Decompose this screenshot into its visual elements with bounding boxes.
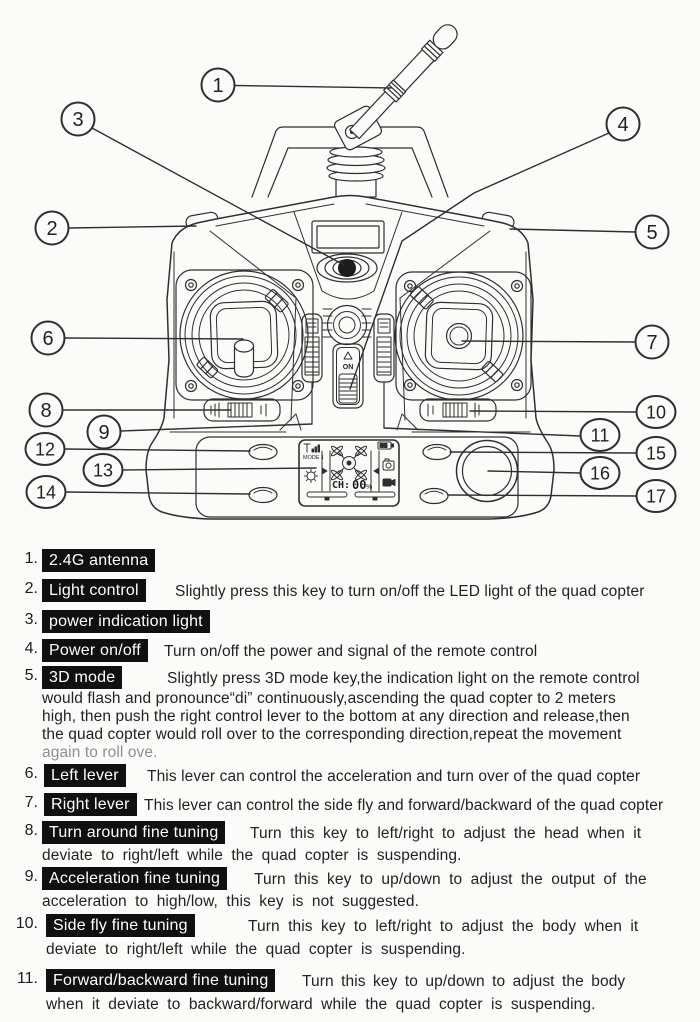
- callout-2: [36, 212, 69, 245]
- lcd-channel-label: CH:: [332, 480, 351, 491]
- svg-text:6: 6: [42, 328, 54, 350]
- callout-14: [27, 476, 66, 508]
- svg-text:9: 9: [98, 422, 110, 444]
- callout-11: [581, 419, 620, 451]
- item-description: Turn on/off the power and signal of the remote control: [164, 643, 538, 660]
- item-number: 5.: [24, 667, 38, 684]
- item-label: Turn around fine tuning: [42, 821, 225, 844]
- item-label: Acceleration fine tuning: [42, 867, 227, 890]
- svg-text:17: 17: [645, 486, 667, 507]
- item-description: Turn this key to up/down to adjust the body: [302, 973, 626, 990]
- antenna: [327, 21, 461, 197]
- item-label: Power on/off: [42, 639, 148, 662]
- item-number: 8.: [24, 822, 38, 839]
- video-icon: [383, 479, 395, 486]
- callout-4: [607, 108, 640, 141]
- callout-17: [637, 480, 676, 512]
- callout-7: [636, 326, 669, 359]
- item-description-line: deviate to right/left while the quad copter is suspending.: [46, 941, 466, 958]
- svg-text:5: 5: [646, 222, 658, 244]
- callout-13: [84, 454, 123, 486]
- callout-16: [581, 457, 620, 489]
- svg-text:15: 15: [645, 443, 667, 464]
- item-label: Left lever: [44, 764, 126, 787]
- item-description: Slightly press 3D mode key,the indication light on the remote control: [167, 670, 640, 687]
- lcd-value: 00: [352, 478, 367, 492]
- right-stick: [447, 324, 472, 349]
- callout-1: [202, 69, 235, 102]
- item-label: Light control: [42, 579, 146, 602]
- item-description-line: acceleration to high/low, this key is not suggested.: [42, 893, 419, 910]
- item-description-line: high, then push the right control lever to the bottom at any direction and release,then: [42, 708, 630, 725]
- svg-text:12: 12: [34, 439, 56, 460]
- left-stick: [235, 340, 254, 377]
- callout-9: [88, 416, 121, 449]
- item-number: 3.: [24, 611, 38, 628]
- callout-15: [637, 437, 676, 469]
- svg-text:13: 13: [92, 460, 114, 481]
- item-number: 11.: [16, 970, 38, 987]
- item-label: 3D mode: [42, 666, 122, 689]
- callout-6: [32, 322, 65, 355]
- item-description: Turn this key to left/right to adjust the body when it: [248, 918, 639, 935]
- item-description-line: again to roll ove.: [42, 744, 158, 761]
- item-label: Right lever: [44, 793, 137, 816]
- svg-text:10: 10: [645, 402, 667, 423]
- item-label: Forward/backward fine tuning: [46, 969, 275, 992]
- svg-text:16: 16: [589, 463, 611, 484]
- svg-text:2: 2: [46, 218, 58, 240]
- callout-10: [637, 396, 676, 428]
- item-number: 9.: [24, 868, 38, 885]
- item-number: 2.: [24, 580, 38, 597]
- item-label: Side fly fine tuning: [46, 914, 195, 937]
- svg-text:14: 14: [35, 482, 57, 503]
- item-description: This lever can control the side fly and forward/backward of the quad copter: [144, 797, 664, 814]
- antenna-rod: [348, 21, 461, 141]
- svg-text:1: 1: [212, 75, 224, 97]
- battery-icon: [378, 442, 394, 449]
- svg-text:3: 3: [72, 109, 84, 131]
- item-number: 6.: [24, 765, 38, 782]
- switch-label: ON: [342, 364, 354, 371]
- item-description: Slightly press this key to turn on/off the LED light of the quad copter: [175, 583, 645, 600]
- callout-12: [26, 433, 65, 465]
- item-number: 1.: [24, 550, 38, 567]
- lcd-percent: %: [366, 484, 373, 491]
- svg-text:8: 8: [40, 400, 52, 422]
- item-number: 4.: [24, 640, 38, 657]
- item-description: Turn this key to up/down to adjust the output of the: [254, 871, 647, 888]
- callout-5: [636, 216, 669, 249]
- item-number: 7.: [24, 794, 38, 811]
- item-description-line: the quad copter would roll over to the corresponding direction,repeat the movement: [42, 726, 622, 743]
- antenna-boot: [327, 147, 385, 197]
- callout-3: [62, 103, 95, 136]
- svg-text:4: 4: [617, 114, 629, 136]
- item-label: power indication light: [42, 610, 210, 633]
- item-description: This lever can control the acceleration and turn over of the quad copter: [147, 768, 641, 785]
- item-description-line: when it deviate to backward/forward while the quad copter is suspending.: [46, 996, 596, 1013]
- callout-8: [30, 394, 63, 427]
- item-label: 2.4G antenna: [42, 549, 155, 572]
- item-description-line: deviate to right/left while the quad copter is suspending.: [42, 847, 462, 864]
- svg-text:7: 7: [646, 332, 658, 354]
- item-number: 10.: [15, 915, 38, 932]
- item-description: Turn this key to left/right to adjust the head when it: [250, 825, 642, 842]
- svg-text:11: 11: [590, 425, 610, 446]
- item-description-line: would flash and pronounce“di” continuously,ascending the quad copter to 2 meters: [42, 690, 616, 707]
- lcd-mode-label: MODE 1: [303, 455, 325, 461]
